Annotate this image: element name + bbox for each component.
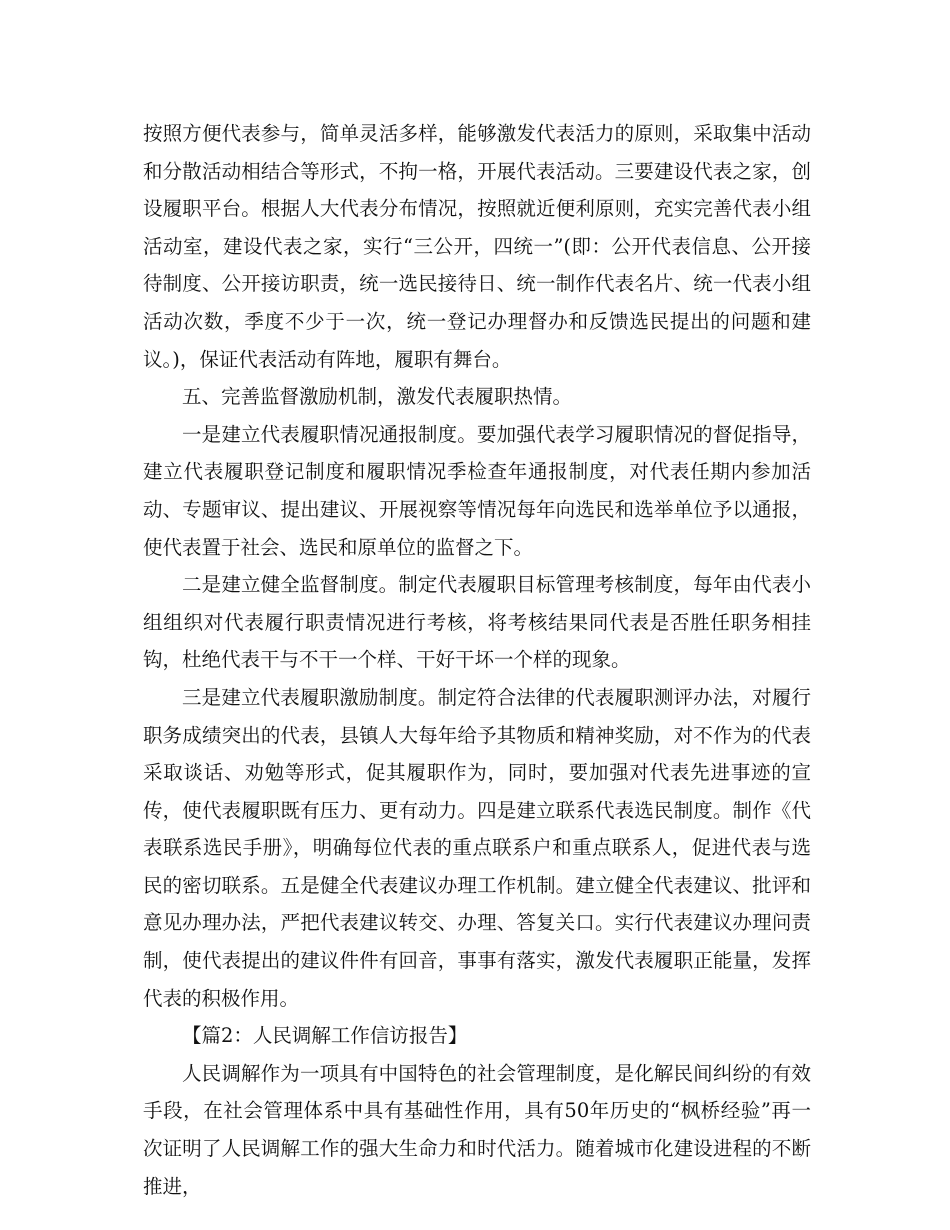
paragraph-supervision-system: 二是建立健全监督制度。制定代表履职目标管理考核制度，每年由代表小组组织对代表履行职责情况进行考核，将考核结果同代表是否胜任职务相挂钩，杜绝代表干与不干一个样、干好干坏一个样的现象。 [143,573,811,672]
section-heading-five: 五、完善监督激励机制，激发代表履职热情。 [182,385,573,409]
paragraph-continuation: 按照方便代表参与，简单灵活多样，能够激发代表活力的原则，采取集中活动和分散活动相结合等形式，不拘一格，开展代表活动。三要建设代表之家，创设履职平台。根据人大代表分布情况，按照就近便利原则，充实完善代表小组活动室，建设代表之家，实行“三公开，四统一”(即：公开代表信息、公开接待制度、公开接访职责，统一选民接待日、统一制作代表名片、统一代表小组活动次数，季度不少于一次，统一登记办理督办和反馈选民提出的问题和建议。)，保证代表活动有阵地，履职有舞台。 [143,122,811,371]
paragraph-report-system: 一是建立代表履职情况通报制度。要加强代表学习履职情况的督促指导，建立代表履职登记制度和履职情况季检查年通报制度，对代表任期内参加活动、专题审议、提出建议、开展视察等情况每年向选民和选举单位予以通报，使代表置于社会、选民和原单位的监督之下。 [143,422,811,559]
paragraph-mediation-intro: 人民调解作为一项具有中国特色的社会管理制度，是化解民间纠纷的有效手段，在社会管理体系中具有基础性作用，具有50年历史的“枫桥经验”再一次证明了人民调解工作的强大生命力和时代活力。随着城市化建设进程的不断推进， [143,1061,811,1198]
paragraph-incentive-system: 三是建立代表履职激励制度。制定符合法律的代表履职测评办法，对履行职务成绩突出的代表，县镇人大每年给予其物质和精神奖励，对不作为的代表采取谈话、劝勉等形式，促其履职作为，同时，要加强对代表先进事迹的宣传，使代表履职既有压力、更有动力。四是建立联系代表选民制度。制作《代表联系选民手册》，明确每位代表的重点联系户和重点联系人，促进代表与选民的密切联系。五是健全代表建议办理工作机制。建立健全代表建议、批评和意见办理办法，严把代表建议转交、办理、答复关口。实行代表建议办理问责制，使代表提出的建议件件有回音，事事有落实，激发代表履职正能量，发挥代表的积极作用。 [143,685,811,1010]
document-body [143,115,811,1205]
article-heading: 【篇2：人民调解工作信访报告】 [182,1024,468,1048]
